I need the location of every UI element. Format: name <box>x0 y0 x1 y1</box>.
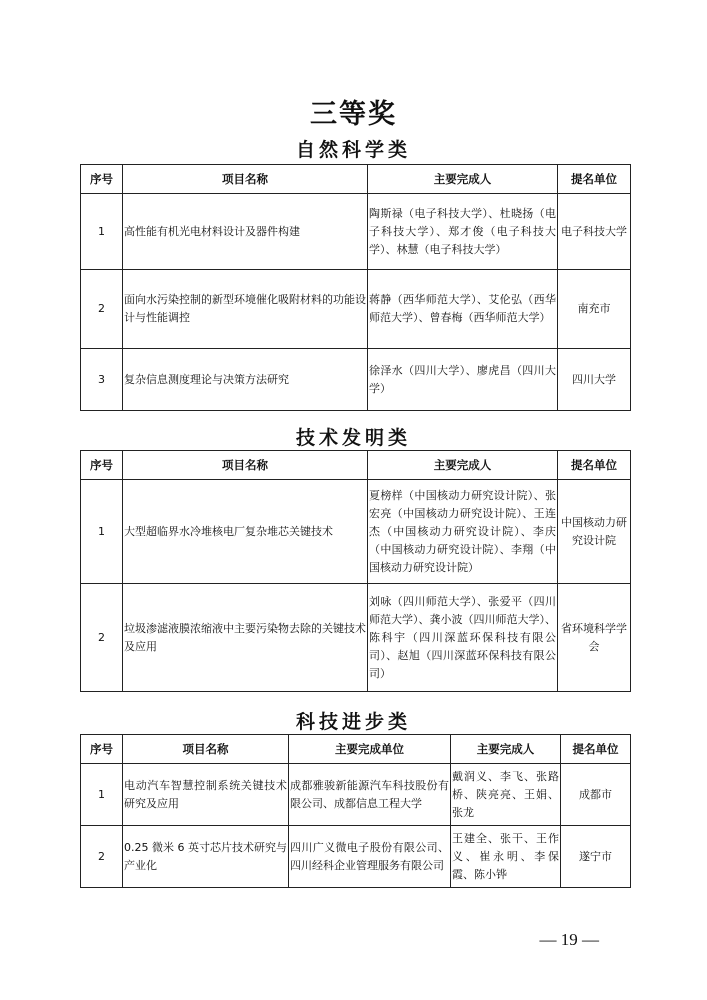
header-project-name: 项目名称 <box>123 735 289 764</box>
header-nominating-unit: 提名单位 <box>558 165 631 194</box>
section-title-tech-invention: 技术发明类 <box>295 427 411 449</box>
row-no: 2 <box>81 584 123 692</box>
table-header-row <box>81 735 631 764</box>
table-row <box>81 826 631 888</box>
table-row <box>81 349 631 411</box>
tech-invention-table <box>80 450 631 692</box>
header-no: 序号 <box>81 735 123 764</box>
row-unit: 省环境科学学会 <box>558 584 631 692</box>
row-people: 陶斯禄（电子科技大学）、杜晓扬（电子科技大学）、郑才俊（电子科技大学）、林慧（电子科技大学） <box>368 194 558 270</box>
row-project-name: 面向水污染控制的新型环境催化吸附材料的功能设计与性能调控 <box>123 270 368 349</box>
table-header-row <box>81 451 631 480</box>
row-people: 徐泽水（四川大学）、廖虎昌（四川大学） <box>368 349 558 411</box>
header-project-name: 项目名称 <box>123 451 368 480</box>
page-title: 三等奖 <box>310 99 397 130</box>
row-people: 王建全、张干、王作义、崔永明、李保霞、陈小铧 <box>451 826 561 888</box>
table-row <box>81 480 631 584</box>
row-no: 2 <box>81 826 123 888</box>
tech-progress-table <box>80 734 631 888</box>
table-header-row <box>81 165 631 194</box>
row-unit: 电子科技大学 <box>558 194 631 270</box>
table-row <box>81 194 631 270</box>
row-project-name: 复杂信息测度理论与决策方法研究 <box>123 349 368 411</box>
header-main-people: 主要完成人 <box>368 165 558 194</box>
header-main-people: 主要完成人 <box>451 735 561 764</box>
row-unit: 中国核动力研究设计院 <box>558 480 631 584</box>
page-number: — 19 — <box>539 930 599 949</box>
section-title-natural-science: 自然科学类 <box>295 139 411 161</box>
row-orgs: 成都雅骏新能源汽车科技股份有限公司、成都信息工程大学 <box>289 764 451 826</box>
row-orgs: 四川广义微电子股份有限公司、四川经科企业管理服务有限公司 <box>289 826 451 888</box>
header-main-people: 主要完成人 <box>368 451 558 480</box>
row-people: 蒋静（西华师范大学）、艾伦弘（西华师范大学）、曾春梅（西华师范大学） <box>368 270 558 349</box>
row-project-name: 大型超临界水冷堆核电厂复杂堆芯关键技术 <box>123 480 368 584</box>
row-people: 夏榜样（中国核动力研究设计院）、张宏亮（中国核动力研究设计院）、王连杰（中国核动力研究设计院）、李庆（中国核动力研究设计院）、李翔（中国核动力研究设计院） <box>368 480 558 584</box>
row-project-name: 电动汽车智慧控制系统关键技术研究及应用 <box>123 764 289 826</box>
natural-science-table <box>80 164 631 411</box>
row-no: 1 <box>81 480 123 584</box>
table-row <box>81 764 631 826</box>
row-no: 3 <box>81 349 123 411</box>
header-no: 序号 <box>81 451 123 480</box>
table-row <box>81 270 631 349</box>
row-unit: 遂宁市 <box>561 826 631 888</box>
row-people: 戴润义、李飞、张路桥、陕亮亮、王娟、张龙 <box>451 764 561 826</box>
header-no: 序号 <box>81 165 123 194</box>
row-people: 刘咏（四川师范大学）、张爱平（四川师范大学）、龚小波（四川师范大学）、陈科宇（四川深蓝环保科技有限公司）、赵旭（四川深蓝环保科技有限公司） <box>368 584 558 692</box>
table-row <box>81 584 631 692</box>
header-project-name: 项目名称 <box>123 165 368 194</box>
header-nominating-unit: 提名单位 <box>558 451 631 480</box>
row-unit: 四川大学 <box>558 349 631 411</box>
row-project-name: 0.25 微米 6 英寸芯片技术研究与产业化 <box>123 826 289 888</box>
row-no: 2 <box>81 270 123 349</box>
row-unit: 南充市 <box>558 270 631 349</box>
row-no: 1 <box>81 764 123 826</box>
row-unit: 成都市 <box>561 764 631 826</box>
row-no: 1 <box>81 194 123 270</box>
header-nominating-unit: 提名单位 <box>561 735 631 764</box>
row-project-name: 高性能有机光电材料设计及器件构建 <box>123 194 368 270</box>
section-title-tech-progress: 科技进步类 <box>295 711 411 733</box>
row-project-name: 垃圾渗滤液膜浓缩液中主要污染物去除的关键技术及应用 <box>123 584 368 692</box>
header-main-orgs: 主要完成单位 <box>289 735 451 764</box>
